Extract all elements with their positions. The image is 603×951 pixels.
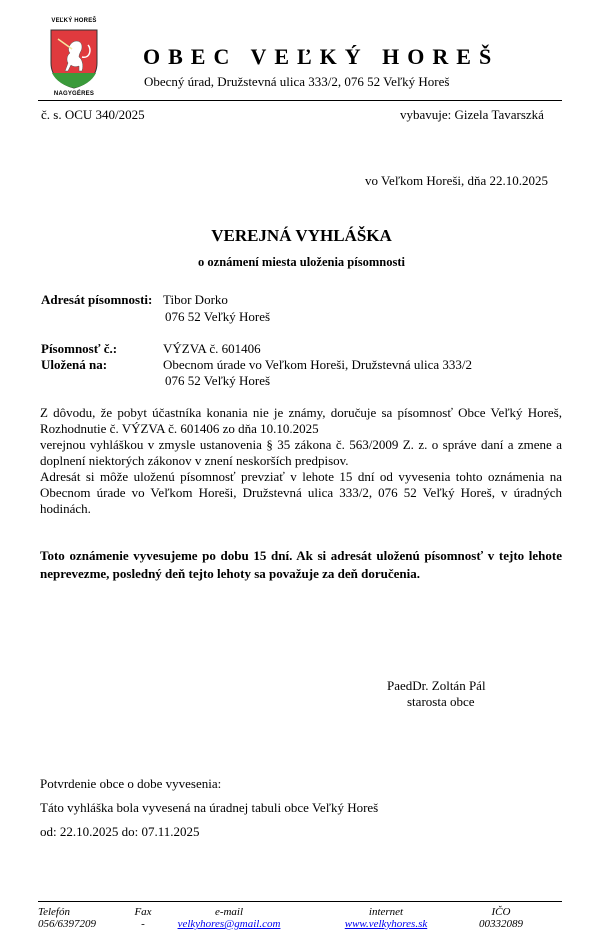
body-paragraph-3: Adresát si môže uloženú písomnosť prevziať v lehote 15 dní od vyvesenia tohto oznámenia na Obecnom úrade vo Veľkom Horeši, Družstevná ulica 333/2, 076 52 Veľký Horeš, v úradných hodinách. (40, 469, 562, 516)
document-title: VEREJNÁ VYHLÁŠKA (211, 226, 392, 245)
confirmation-heading: Potvrdenie obce o dobe vyvesenia: (40, 776, 222, 791)
reference-number: č. s. OCU 340/2025 (41, 107, 145, 122)
ico-label: IČO (491, 906, 511, 918)
signatory-role: starosta obce (407, 694, 475, 709)
posting-dates: od: 22.10.2025 do: 07.11.2025 (40, 824, 200, 839)
footer-web (330, 906, 442, 930)
header-divider (38, 100, 562, 101)
municipal-crest (46, 18, 102, 98)
fax-number: - (141, 918, 145, 930)
footer-email (168, 906, 290, 930)
handled-by: vybavuje: Gizela Tavarszká (400, 107, 544, 122)
document-number-label: Písomnosť č.: (41, 341, 118, 356)
document-number: VÝZVA č. 601406 (163, 341, 261, 356)
stored-at-line1: Obecnom úrade vo Veľkom Horeši, Družstevná ulica 333/2 (163, 357, 473, 372)
addressee-name: Tibor Dorko (163, 292, 228, 307)
body-paragraph-1: Z dôvodu, že pobyt účastníka konania nie je známy, doručuje sa písomnosť Obce Veľký Horeš, Rozhodnutie č. VÝZVA č. 601406 zo dňa 10.10.2025 (40, 405, 562, 436)
organization-address: Obecný úrad, Družstevná ulica 333/2, 076 52 Veľký Horeš (144, 74, 450, 89)
email-link[interactable]: velkyhores@gmail.com (177, 918, 281, 930)
confirmation-line: Táto vyhláška bola vyvesená na úradnej tabuli obce Veľký Horeš (40, 800, 379, 815)
stored-at-line2: 076 52 Veľký Horeš (165, 373, 271, 388)
web-label: internet (368, 906, 404, 918)
crest-bottom-label: NAGYGÉRES (53, 91, 95, 97)
addressee-label: Adresát písomnosti: (41, 292, 153, 307)
body-paragraph-2: verejnou vyhláškou v zmysle ustanovenia § 35 zákona č. 563/2009 Z. z. o správe daní a zmene a doplnení niektorých zákonov v znení neskorších predpisov. (40, 437, 562, 468)
fax-label: Fax (134, 906, 152, 918)
addressee-address: 076 52 Veľký Horeš (165, 309, 271, 324)
phone-label: Telefón (38, 906, 70, 918)
ico-number: 00332089 (479, 918, 523, 930)
crest-top-label: VEĽKÝ HOREŠ (51, 18, 97, 24)
notice-bold-text: Toto oznámenie vyvesujeme po dobu 15 dní. Ak si adresát uloženú písomnosť v tejto lehote neprevezme, posledný deň tejto lehoty sa považuje za deň doručenia. (40, 548, 562, 581)
organization-title: OBEC VEĽKÝ HOREŠ (143, 44, 500, 69)
footer-divider (38, 901, 562, 902)
document-subtitle: o oznámení miesta uloženia písomnosti (198, 255, 405, 269)
place-date: vo Veľkom Horeši, dňa 22.10.2025 (365, 173, 549, 188)
footer-fax (123, 906, 163, 930)
footer-phone (38, 906, 108, 930)
signatory-name: PaedDr. Zoltán Pál (387, 678, 486, 693)
coat-of-arms-icon (46, 27, 102, 89)
email-label: e-mail (214, 906, 244, 918)
stored-at-label: Uložená na: (41, 357, 108, 372)
body-text (40, 405, 562, 517)
phone-number: 056/6397209 (38, 918, 97, 930)
website-link[interactable]: www.velkyhores.sk (344, 918, 428, 930)
footer-ico (476, 906, 526, 930)
